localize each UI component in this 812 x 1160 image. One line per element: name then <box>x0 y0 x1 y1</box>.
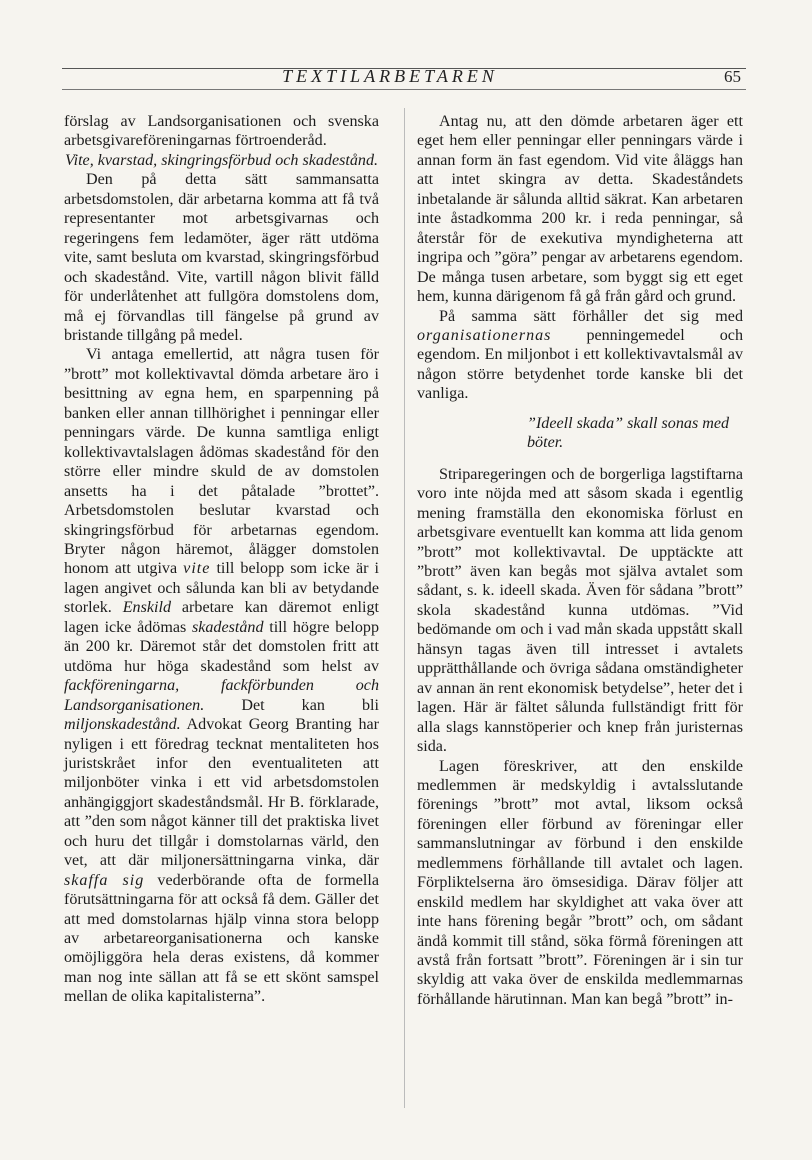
running-title: TEXTILARBETAREN <box>282 66 498 86</box>
emphasis-miljonskadestand: miljonskadestånd. <box>64 716 181 734</box>
paragraph-pa-samma-satt <box>417 307 743 404</box>
paragraph-vi-antaga <box>64 345 379 1006</box>
header-underline <box>62 89 746 90</box>
emphasis-fackforeningarna: fackföreningarna, fackförbunden och Landsorganisationen. <box>64 677 379 714</box>
text-run: vederbörande ofta de formella förutsättningarna för att också få dem. Gäller det att med domstolarnas hjälp vinna stora belopp av arbetareorganisationerna och kanske omöjliggöra hela deras existens, då kommer man nog inte sällan att få se ett skönt samspel mellan de olika kapitalisterna”. <box>64 871 380 1006</box>
emphasis-skaffa-sig: skaffa sig <box>64 871 145 889</box>
left-column <box>64 112 379 1007</box>
text-run: Advokat Georg Branting har nyligen i ett föredrag tecknat mentaliteten hos juristskrået infor den eventualiteten att miljonböter vinka i ett vid arbetsdomstolen anhängiggjort skadeståndsmål. Hr B. förklarade, att ”den som något känner till det praktiska livet och huru det tillgår i domstolarnas värld, den vet, att där miljonersättningarna vinka, där <box>64 716 379 870</box>
text-run: till högre belopp än 200 kr. Däremot står det domstolen fritt att utdöma hur höga skadestånd som helst av <box>64 618 380 675</box>
subheading-ideell-skada: ”Ideell skada” skall sonas med böter. <box>527 414 730 452</box>
text-run: På samma sätt förhåller det sig med <box>439 307 743 325</box>
text-run: Det kan bli <box>204 696 379 714</box>
subheading-vite: Vite, kvarstad, skingringsförbud och skadestånd. <box>64 151 379 169</box>
paragraph-lagen-foreskriver: Lagen föreskriver, att den enskilde medlemmen är medskyldig i avtalsslutande förenings ”brott” mot avtal, liksom också föreningen eller förbund av föreningar eller sammanslutningar av förbund i den enskilde medlemmens förhållande till avtalet och lagen. Förpliktelserna äro ömsesidiga. Därav följer att enskild medlem har skyldighet att vaka över att inte hans förening begår ”brott” och, om sådant ändå kommit till stånd, söka förmå föreningen att avstå från fortsatt ”brott”. Föreningen är i sin tur skyldig att vaka över de enskilda medlemmarnas förhållande härutinnan. Man kan begå ”brott” in- <box>417 757 743 1008</box>
paragraph-striparegeringen: Striparegeringen och de borgerliga lagstiftarna voro inte nöjda med att såsom skada i egentlig mening framställa den ekonomiska förlust en arbetsgivare eventuellt kan komma att lida genom ”brott” mot kollektivavtal. De upptäckte att ”brott” även kan begås mot själva avtalet som sådant, s. k. ideell skada. Även för sådana ”brott” skola skadestånd kunna utdömas. ”Vid bedömande om och i vad mån skada uppstått skall hänsyn tagas även till intresset i avtalets upprätthållande och övriga sådana omständigheter av annan än rent ekonomisk betydelse”, heter det i lagen. Här är fältet sålunda fullständigt fritt för alla slags kannstöperier och knep från juristernas sida. <box>417 465 743 756</box>
emphasis-skadestand: skadestånd <box>191 618 264 636</box>
paragraph-intro: förslag av Landsorganisationen och svenska arbetsgivareföreningarnas förtroenderåd. <box>64 113 379 150</box>
column-divider <box>404 108 405 1108</box>
emphasis-vite: vite <box>183 560 211 578</box>
text-run: arbetare kan däremot enligt lagen icke ådömas <box>64 599 379 636</box>
paragraph-antag-nu: Antag nu, att den dömde arbetaren äger ett eget hem eller penningar eller penningars värde i annan form än fast egendom. Vid vite åläggs han att intet skingra av detta. Skadeståndets inbetalande är sålunda alltid säkrat. Kan arbetaren inte åstadkomma 200 kr. i reda penningar, så återstår för de exekutiva myndigheterna att ingripa och ”göra” pengar av arbetarens egendom. De många tusen arbetare, som byggt sig ett eget hem, kunna därigenom få gå från gård och grund. <box>417 113 743 306</box>
paragraph-arbetsdomstolen: Den på detta sätt sammansatta arbetsdomstolen, där arbetarna komma att få två representanter mot arbetsgivarnas och regeringens fem ledamöter, äger rätt utdöma vite, samt besluta om kvarstad, skingringsförbud och skadestånd. Vite, vartill någon blivit fälld för underlåtenhet att fullgöra domstolens dom, må ej förvandlas till fängelse på grund av bristande tillgång på medel. <box>64 171 379 344</box>
emphasis-enskild: Enskild <box>122 599 171 617</box>
text-run: penningemedel och egendom. En miljonbot i ett kollektivavtalsmål av någon större betydenhet torde kanske bli det vanliga. <box>417 326 743 403</box>
text-run: till belopp som icke är i lagen angivet och sålunda kan bli av betydande storlek. <box>64 560 379 617</box>
emphasis-organisationernas: organisationernas <box>417 326 552 344</box>
text-run: Vi antaga emellertid, att några tusen för ”brott” mot kollektivavtal dömda arbetare äro i besittning av egna hem, en sparpenning på banken eller annan tillhörighet i penningar eller penningars värde. De kunna samtliga enligt kollektivavtalslagen ådömas skadestånd för den större eller mindre skuld de av domstolen ansetts ha i det påtalade ”brottet”. Arbetsdomstolen beslutar kvarstad och skingringsförbud för arbetarnas egendom. Bryter någon häremot, ålägger domstolen honom att utgiva <box>64 346 379 578</box>
right-column <box>417 112 743 1009</box>
page-number: 65 <box>724 67 741 86</box>
